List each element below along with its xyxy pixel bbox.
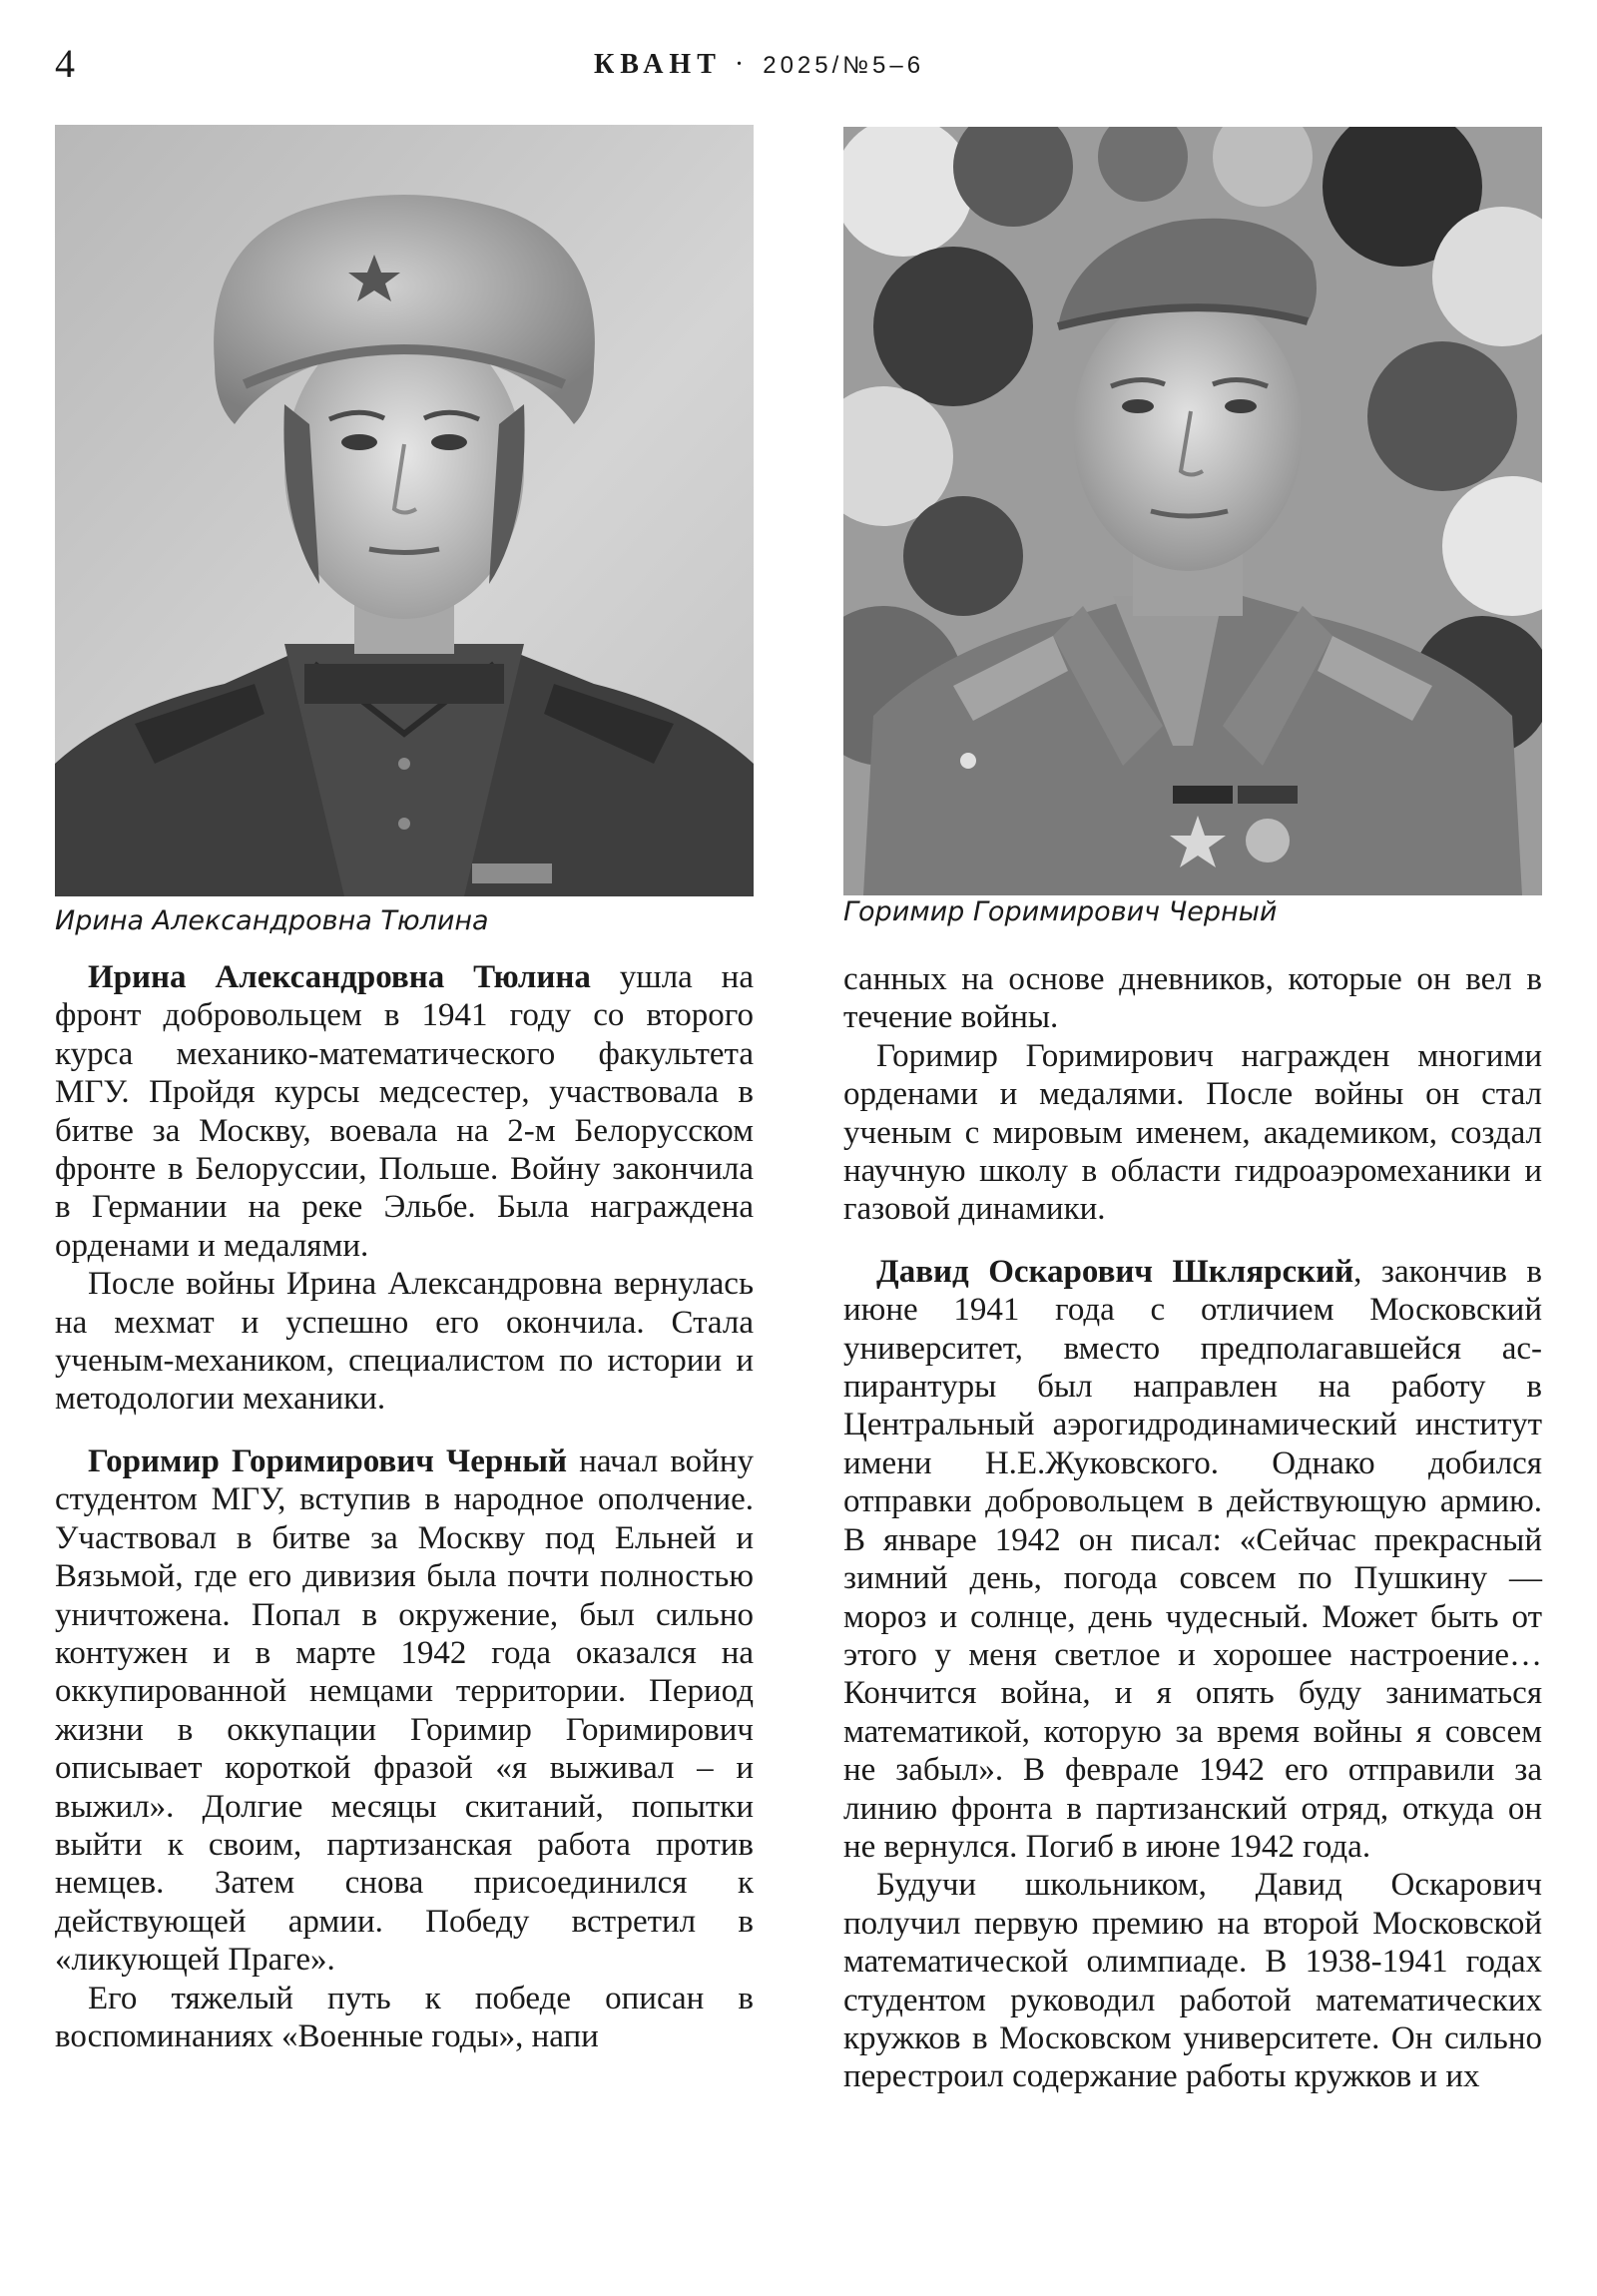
paragraph-text: начал войну студентом МГУ, вступив в народное ополчение. Участвовал в битве за Москву под Ельней и Вязьмой, где его дивизия была почти полностью уничтожена. Попал в окружение, был сильно контужен и в марте 1942 года оказался на оккупированной немцами территории. Период жизни в оккупации Горимир Горимирович описывает короткой фразой «я выживал – и выжил». Долгие месяцы скитаний, попытки выйти к своим, партизанская работа против немцев. Затем снова присоединился к действующей армии. Победу встретил в «ликующей Праге».: [55, 1442, 754, 1979]
header-separator: ·: [734, 49, 751, 80]
paragraph-text: ушла на фронт добровольцем в 1941 году со второго курса механико-математического факультета МГУ. Пройдя курсы медсестер, участвовала в битве за Москву, воевала на 2-м Белорусском фронте в Белоруссии, Польше. Войну закончила в Германии на реке Эльбе. Была награждена орденами и медалями.: [55, 959, 754, 1264]
paragraph-memoirs-continued: [843, 960, 1542, 1037]
paragraph-cherny: [55, 1442, 754, 1980]
journal-name: КВАНТ: [594, 49, 722, 80]
page-number: 4: [55, 41, 75, 86]
name-cherny: Горимир Горимирович Черный: [88, 1442, 568, 1479]
paragraph-tyulina: [55, 958, 754, 1265]
paragraph-shklyarsky: [843, 1253, 1542, 1867]
issue-number: 2025/№5–6: [763, 52, 925, 79]
paragraph-text: санных на основе дневников, которые он вел в течение войны.: [843, 961, 1542, 1036]
paragraph-text: , закончив в июне 1941 года с отличием Московский университет, вместо предполагавшейся аспирантуры был направлен на работу в Центральный аэрогидродинамический институт имени Н.Е.Жуковского. Однако добился отправки добровольцем в действующую армию. В январе 1942 он писал: «Сейчас прекрасный зимний день, погода совсем по Пушкину — мороз и солнце, день чудесный. Может быть от этого у меня светлое и хорошее настроение… Кончится война, и я опять буду заниматься математикой, которую за время войны я совсем не забыл». В феврале 1942 его отправили за линию фронта в партизанский отряд, откуда он не вернулся. Погиб в июне 1942 года.: [843, 1253, 1543, 1865]
article-column-right: [843, 960, 1542, 2096]
paragraph-tyulina-after-war: [55, 1265, 754, 1419]
photo-caption-tyulina: Ирина Александровна Тюлина: [55, 905, 489, 936]
journal-title: [594, 50, 924, 81]
photo-caption-cherny: Горимир Горимирович Черный: [843, 896, 1278, 927]
name-shklyarsky: Давид Оскарович Шклярский: [876, 1253, 1354, 1290]
paragraph-shklyarsky-school: [843, 1866, 1542, 2095]
paragraph-text: Его тяжелый путь к победе описан в воспоминаниях «Военные годы», напи: [55, 1980, 754, 2054]
name-tyulina: Ирина Александровна Тюлина: [88, 959, 591, 995]
running-header: [55, 41, 1542, 86]
paragraph-text: После войны Ирина Александровна вернулась на мехмат и успешно его окончила. Стала ученым-механиком, специалистом по истории и методологии механики.: [55, 1266, 754, 1418]
portrait-photo-cherny: [843, 127, 1542, 895]
paragraph-cherny-memoirs: [55, 1980, 754, 2056]
paragraph-text: Будучи школьником, Давид Оскарович получил первую премию на второй Московской математической олимпиаде. В 1938-1941 годах студентом руководил работой математических кружков в Московском университете. Он сильно перестроил содержание работы кружков и их: [843, 1867, 1542, 2095]
article-column-left: [55, 958, 754, 2055]
portrait-photo-tyulina: [55, 125, 754, 896]
paragraph-cherny-awards: [843, 1037, 1542, 1229]
paragraph-text: Горимир Горимирович награжден многими орденами и медалями. После войны он стал ученым с мировым именем, академиком, создал научную школу в области гидроаэромеханики и газовой динамики.: [843, 1037, 1542, 1228]
